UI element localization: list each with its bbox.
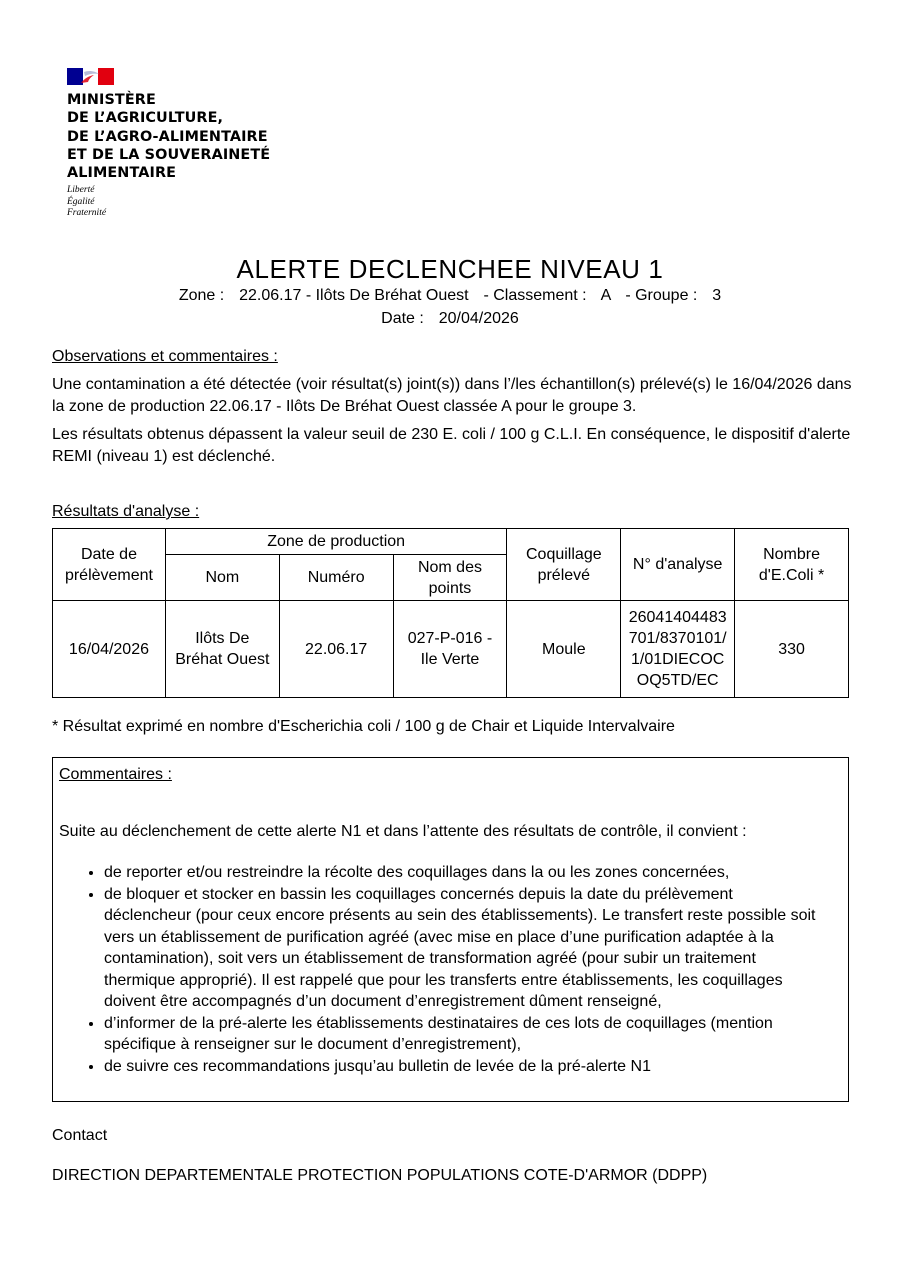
header-coquillage: Coquillage prélevé bbox=[507, 529, 621, 601]
header-ecoli: Nombre d'E.Coli * bbox=[735, 529, 849, 601]
ministry-line-2: DE L’AGRICULTURE, bbox=[67, 110, 224, 127]
zone-line bbox=[0, 287, 900, 305]
alert-title: ALERTE DECLENCHEE NIVEAU 1 bbox=[236, 254, 664, 284]
date-value: 20/04/2026 bbox=[438, 310, 519, 327]
table-header-row bbox=[53, 529, 849, 555]
republic-motto bbox=[67, 185, 270, 220]
header-numero: Numéro bbox=[279, 555, 393, 601]
groupe-label: - Groupe : bbox=[625, 287, 698, 304]
observations-paragraph-2: Les résultats obtenus dépassent la valeur seuil de 230 E. coli / 100 g C.L.I. En conséquence, le dispositif d'alerte REMI (niveau 1) est déclenché. bbox=[52, 426, 851, 465]
ministry-line-4: ET DE LA SOUVERAINETÉ bbox=[67, 146, 271, 163]
zone-value: 22.06.17 - Ilôts De Bréhat Ouest bbox=[239, 287, 469, 304]
list-item: • de reporter et/ou restreindre la récolte des coquillages dans la ou les zones concernées, bbox=[104, 862, 824, 884]
ministry-line-3: DE L’AGRO-ALIMENTAIRE bbox=[67, 128, 268, 145]
cell-nom: Ilôts De Bréhat Ouest bbox=[165, 601, 279, 698]
motto-fraternite: Fraternité bbox=[67, 208, 107, 219]
motto-liberte: Liberté bbox=[67, 185, 95, 196]
recommendations-list bbox=[53, 862, 824, 1077]
contact-value: DIRECTION DEPARTEMENTALE PROTECTION POPULATIONS COTE-D'ARMOR (DDPP) bbox=[52, 1167, 708, 1184]
classement-label: - Classement : bbox=[483, 287, 587, 304]
comments-label: Commentaires : bbox=[59, 766, 172, 783]
list-item: • de bloquer et stocker en bassin les coquillages concernés depuis la date du prélèvement déclencheur (pour ceux encore présents au sein des établissements). Le transfert reste possible soit vers un établissement de purification agréé (avec mise en place d’une purification adaptée à la contamination), soit vers un établissement de transformation agréé (pour subir un traitement thermique approprié). Il est rappelé que pour les transferts entre établissements, les coquillages doivent être accompagnés d’un document d’enregistrement dûment renseigné, bbox=[104, 884, 824, 1013]
header-nom: Nom bbox=[165, 555, 279, 601]
ministry-logo bbox=[67, 68, 270, 220]
cell-coquillage: Moule bbox=[507, 601, 621, 698]
table-row bbox=[53, 601, 849, 698]
cell-numero: 22.06.17 bbox=[279, 601, 393, 698]
cell-ecoli: 330 bbox=[735, 601, 849, 698]
contact-label: Contact bbox=[52, 1127, 108, 1144]
date-line bbox=[0, 310, 900, 328]
comments-intro: Suite au déclenchement de cette alerte N1 et dans l’attente des résultats de contrôle, il convient : bbox=[59, 823, 747, 840]
header-date: Date de prélèvement bbox=[53, 529, 166, 601]
date-label: Date : bbox=[381, 310, 424, 327]
list-item: • de suivre ces recommandations jusqu’au bulletin de levée de la pré-alerte N1 bbox=[104, 1056, 824, 1078]
results-label: Résultats d'analyse : bbox=[52, 503, 200, 520]
header-analyse: N° d'analyse bbox=[621, 529, 735, 601]
results-table bbox=[52, 528, 849, 698]
cell-points: 027-P-016 - Ile Verte bbox=[393, 601, 507, 698]
ministry-line-5: ALIMENTAIRE bbox=[67, 165, 177, 182]
motto-egalite: Égalité bbox=[67, 196, 95, 207]
observations-label: Observations et commentaires : bbox=[52, 348, 278, 365]
header-points: Nom des points bbox=[393, 555, 507, 601]
results-footnote: * Résultat exprimé en nombre d'Escherichia coli / 100 g de Chair et Liquide Intervalvaire bbox=[52, 718, 675, 735]
list-item: • d’informer de la pré-alerte les établissements destinataires de ces lots de coquillages (mention spécifique à renseigner sur le document d’enregistrement), bbox=[104, 1013, 824, 1056]
cell-analyse: 26041404483701/8370101/1/01DIECOCOQ5TD/EC bbox=[621, 601, 735, 698]
marianne-flag-icon bbox=[67, 68, 114, 85]
comments-box bbox=[52, 757, 849, 1102]
ministry-name bbox=[67, 91, 270, 182]
classement-value: A bbox=[600, 287, 611, 304]
observations-paragraph-1: Une contamination a été détectée (voir résultat(s) joint(s)) dans l’/les échantillon(s) prélevé(s) le 16/04/2026 dans la zone de production 22.06.17 - Ilôts De Bréhat Ouest classée A pour le groupe 3. bbox=[52, 376, 852, 415]
header-zone-production: Zone de production bbox=[165, 529, 506, 555]
zone-label: Zone : bbox=[178, 287, 225, 304]
ministry-line-1: MINISTÈRE bbox=[67, 92, 156, 108]
cell-date: 16/04/2026 bbox=[53, 601, 166, 698]
groupe-value: 3 bbox=[712, 287, 722, 304]
